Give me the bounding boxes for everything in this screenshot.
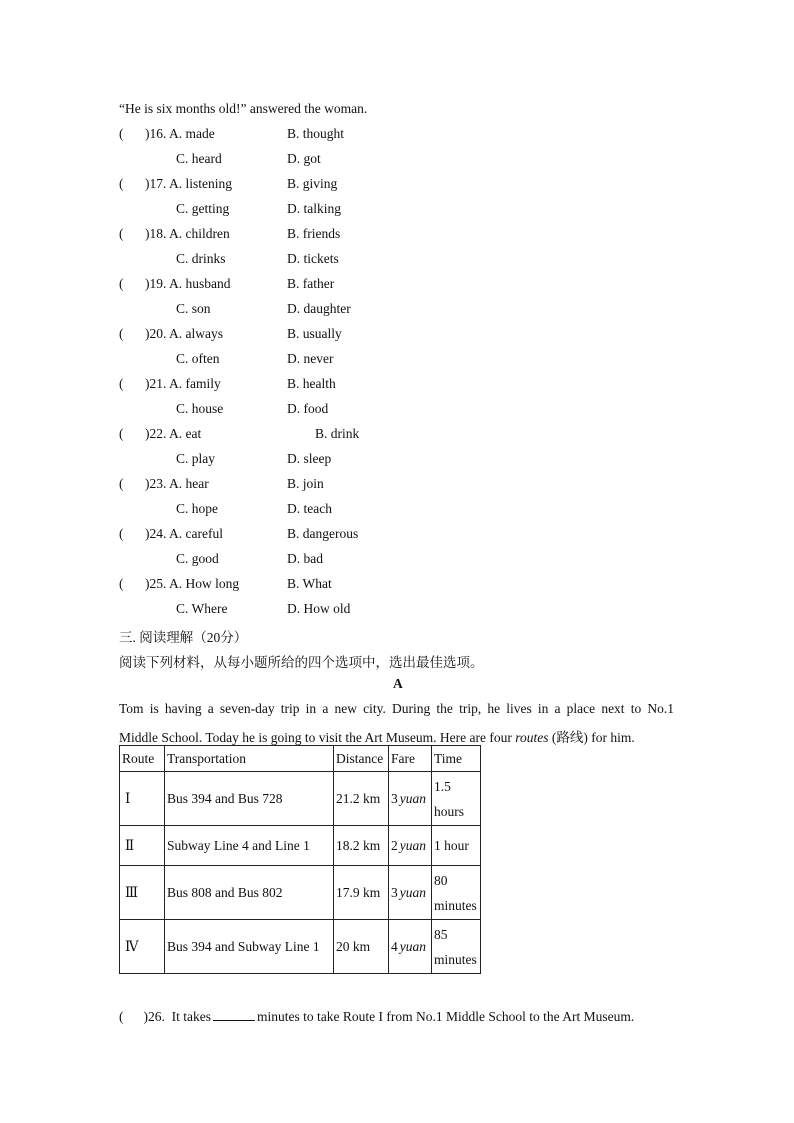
option-d: D. tickets [287,251,339,266]
option-d: D. bad [287,551,323,566]
routes-table [119,745,481,974]
fare-unit: yuan [399,939,426,954]
option-d: D. talking [287,201,341,216]
question-open-paren: ( [119,376,124,391]
fare-unit: yuan [399,885,426,900]
option-c: C. play [176,451,215,466]
cell-fare [389,920,432,974]
option-c: C. good [176,551,219,566]
cell-route: Ⅳ [120,920,165,974]
fare-amount: 3 [391,791,398,806]
fare-amount: 4 [391,939,398,954]
cell-fare [389,866,432,920]
question-26 [119,1008,634,1025]
table-row [120,826,481,866]
cell-transportation: Bus 808 and Bus 802 [165,866,334,920]
header-transportation: Transportation [165,746,334,772]
q26-text-after: minutes to take Route I from No.1 Middle School to the Art Museum. [257,1009,635,1024]
header-time: Time [432,746,481,772]
question-open-paren: ( [119,326,124,341]
option-d: D. sleep [287,451,332,466]
fare-unit: yuan [399,838,426,853]
option-d: D. got [287,151,321,166]
question-open-paren: ( [119,126,124,141]
option-b: B. What [287,576,332,591]
q26-number: )26. [143,1009,165,1024]
question-number-option-a: )25. A. How long [145,576,240,591]
option-b: B. friends [287,226,341,241]
option-c: C. getting [176,201,230,216]
header-distance: Distance [334,746,389,772]
option-b: B. health [287,376,336,391]
option-c: C. heard [176,151,222,166]
table-row [120,866,481,920]
option-b: B. giving [287,176,338,191]
passage-label: A [393,676,403,691]
cell-distance: 20 km [334,920,389,974]
cell-fare [389,772,432,826]
header-fare: Fare [389,746,432,772]
question-number-option-a: )21. A. family [145,376,221,391]
cell-transportation: Bus 394 and Bus 728 [165,772,334,826]
cell-time: 80 minutes [432,866,481,920]
option-b: B. join [287,476,324,491]
q26-answer-blank [213,1008,255,1021]
option-d: D. teach [287,501,332,516]
table-body [120,772,481,974]
passage-line-2 [119,726,635,746]
cell-route: Ⅲ [120,866,165,920]
option-d: D. never [287,351,334,366]
option-b: B. drink [315,426,360,441]
section-instruction: 阅读下列材料，从每小题所给的四个选项中，选出最佳选项。 [119,655,484,670]
section-title: 三. 阅读理解（20分） [119,630,248,645]
fare-amount: 2 [391,838,398,853]
cell-time: 85 minutes [432,920,481,974]
question-open-paren: ( [119,426,124,441]
passage-line-2-start: Middle School. Today he is going to visit the Art Museum. Here are four [119,730,516,745]
cell-transportation: Bus 394 and Subway Line 1 [165,920,334,974]
question-open-paren: ( [119,476,124,491]
question-number-option-a: )23. A. hear [145,476,209,491]
option-b: B. thought [287,126,345,141]
option-c: C. hope [176,501,218,516]
intro-line: “He is six months old!” answered the woman. [119,101,368,116]
question-number-option-a: )16. A. made [145,126,215,141]
table-header-row [120,746,481,772]
table-row [120,920,481,974]
question-open-paren: ( [119,526,124,541]
option-d: D. food [287,401,329,416]
question-open-paren: ( [119,576,124,591]
question-open-paren: ( [119,226,124,241]
cell-transportation: Subway Line 4 and Line 1 [165,826,334,866]
fare-unit: yuan [399,791,426,806]
passage-line-1: Tom is having a seven-day trip in a new city. During the trip, he lives in a place next to No.1 [119,701,674,716]
question-number-option-a: )19. A. husband [145,276,231,291]
question-open-paren: ( [119,276,124,291]
option-d: D. How old [287,601,351,616]
cell-time: 1.5 hours [432,772,481,826]
question-number-option-a: )22. A. eat [145,426,202,441]
q26-text-before: It takes [171,1009,211,1024]
cell-route: Ⅱ [120,826,165,866]
passage-routes-word: routes [515,730,549,745]
cell-distance: 18.2 km [334,826,389,866]
option-c: C. son [176,301,211,316]
cell-fare [389,826,432,866]
option-b: B. father [287,276,335,291]
table-row [120,772,481,826]
option-c: C. house [176,401,224,416]
option-c: C. drinks [176,251,226,266]
q26-open-paren: ( [119,1009,124,1024]
fare-amount: 3 [391,885,398,900]
question-number-option-a: )20. A. always [145,326,223,341]
question-open-paren: ( [119,176,124,191]
question-number-option-a: )17. A. listening [145,176,232,191]
passage-line-2-end: (路线) for him. [548,730,635,745]
cell-distance: 21.2 km [334,772,389,826]
option-c: C. often [176,351,220,366]
option-b: B. dangerous [287,526,359,541]
cell-distance: 17.9 km [334,866,389,920]
option-b: B. usually [287,326,342,341]
header-route: Route [120,746,165,772]
cell-time: 1 hour [432,826,481,866]
cell-route: Ⅰ [120,772,165,826]
question-number-option-a: )18. A. children [145,226,230,241]
question-number-option-a: )24. A. careful [145,526,223,541]
option-d: D. daughter [287,301,351,316]
option-c: C. Where [176,601,228,616]
